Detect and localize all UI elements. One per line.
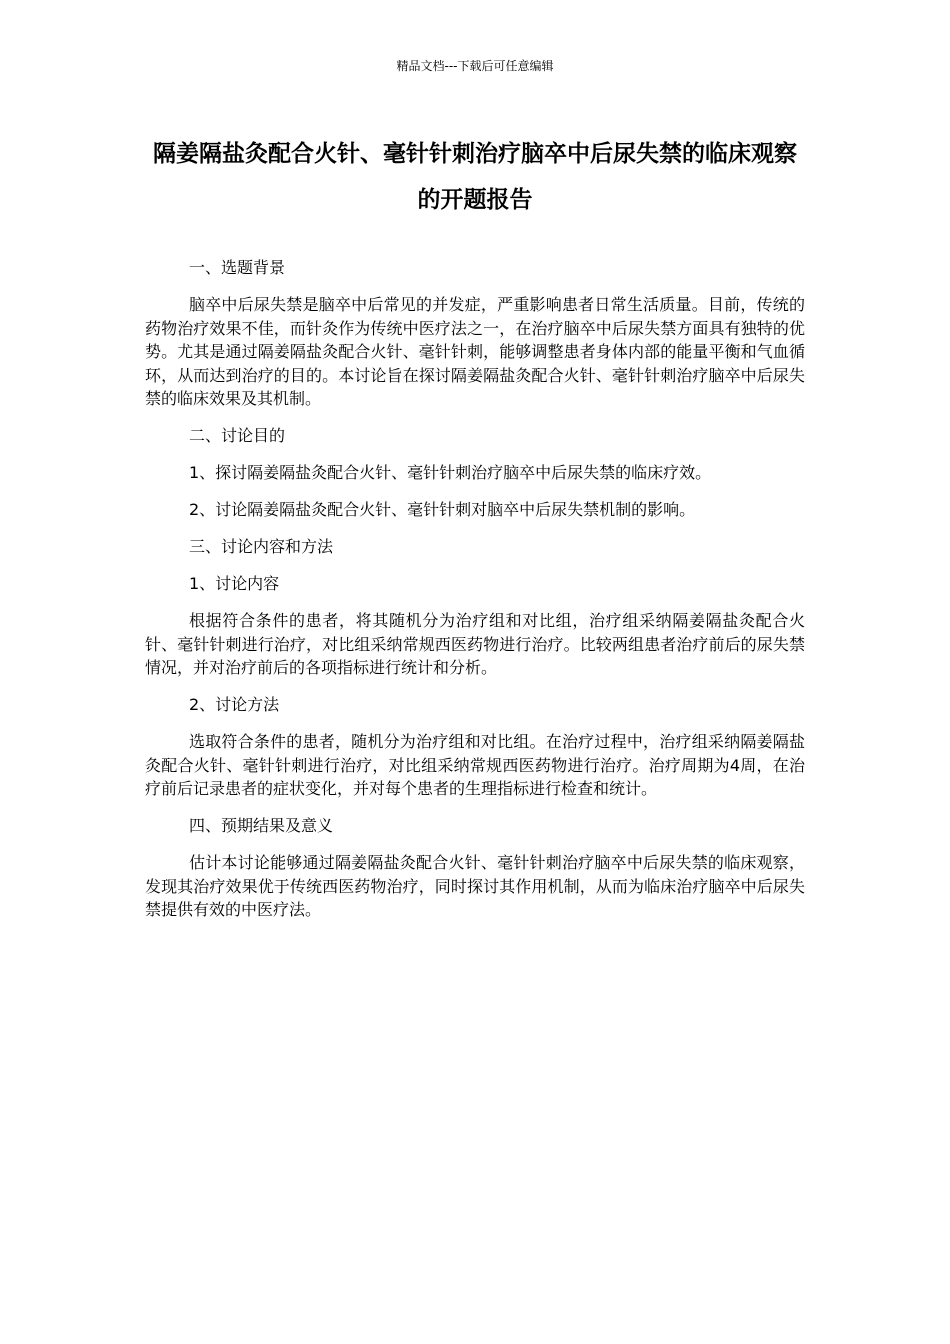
paragraph-content: 根据符合条件的患者，将其随机分为治疗组和对比组，治疗组采纳隔姜隔盐灸配合火针、毫针针刺进行治疗，对比组采纳常规西医药物进行治疗。比较两组患者治疗前后的尿失禁情况，并对治疗前后的各项指标进行统计和分析。 <box>145 611 805 677</box>
header-note: 精品文档---下载后可任意编辑 <box>396 59 554 73</box>
document-title: 隔姜隔盐灸配合火针、毫针针刺治疗脑卒中后尿失禁的临床观察的开题报告 <box>153 141 797 213</box>
section-heading-purpose: 二、讨论目的 <box>189 426 286 445</box>
subheading-methods: 2、讨论方法 <box>189 695 280 714</box>
paragraph-expected-results: 估计本讨论能够通过隔姜隔盐灸配合火针、毫针针刺治疗脑卒中后尿失禁的临床观察，发现其治疗效果优于传统西医药物治疗，同时探讨其作用机制，从而为临床治疗脑卒中后尿失禁提供有效的中医疗法。 <box>145 853 805 919</box>
section-heading-background: 一、选题背景 <box>189 258 286 277</box>
paragraph-methods: 选取符合条件的患者，随机分为治疗组和对比组。在治疗过程中，治疗组采纳隔姜隔盐灸配合火针、毫针针刺进行治疗，对比组采纳常规西医药物进行治疗。治疗周期为4周，在治疗前后记录患者的症状变化，并对每个患者的生理指标进行检查和统计。 <box>145 732 805 798</box>
purpose-item-2: 2、讨论隔姜隔盐灸配合火针、毫针针刺对脑卒中后尿失禁机制的影响。 <box>189 500 696 519</box>
paragraph-background: 脑卒中后尿失禁是脑卒中后常见的并发症，严重影响患者日常生活质量。目前，传统的药物治疗效果不佳，而针灸作为传统中医疗法之一，在治疗脑卒中后尿失禁方面具有独特的优势。尤其是通过隔姜隔盐灸配合火针、毫针针刺，能够调整患者身体内部的能量平衡和气血循环，从而达到治疗的目的。本讨论旨在探讨隔姜隔盐灸配合火针、毫针针刺治疗脑卒中后尿失禁的临床效果及其机制。 <box>145 295 805 408</box>
document-body <box>145 256 805 935</box>
subheading-content: 1、讨论内容 <box>189 574 280 593</box>
section-heading-expected-results: 四、预期结果及意义 <box>189 816 334 835</box>
section-heading-content-methods: 三、讨论内容和方法 <box>189 537 334 556</box>
purpose-item-1: 1、探讨隔姜隔盐灸配合火针、毫针针刺治疗脑卒中后尿失禁的临床疗效。 <box>189 463 712 482</box>
